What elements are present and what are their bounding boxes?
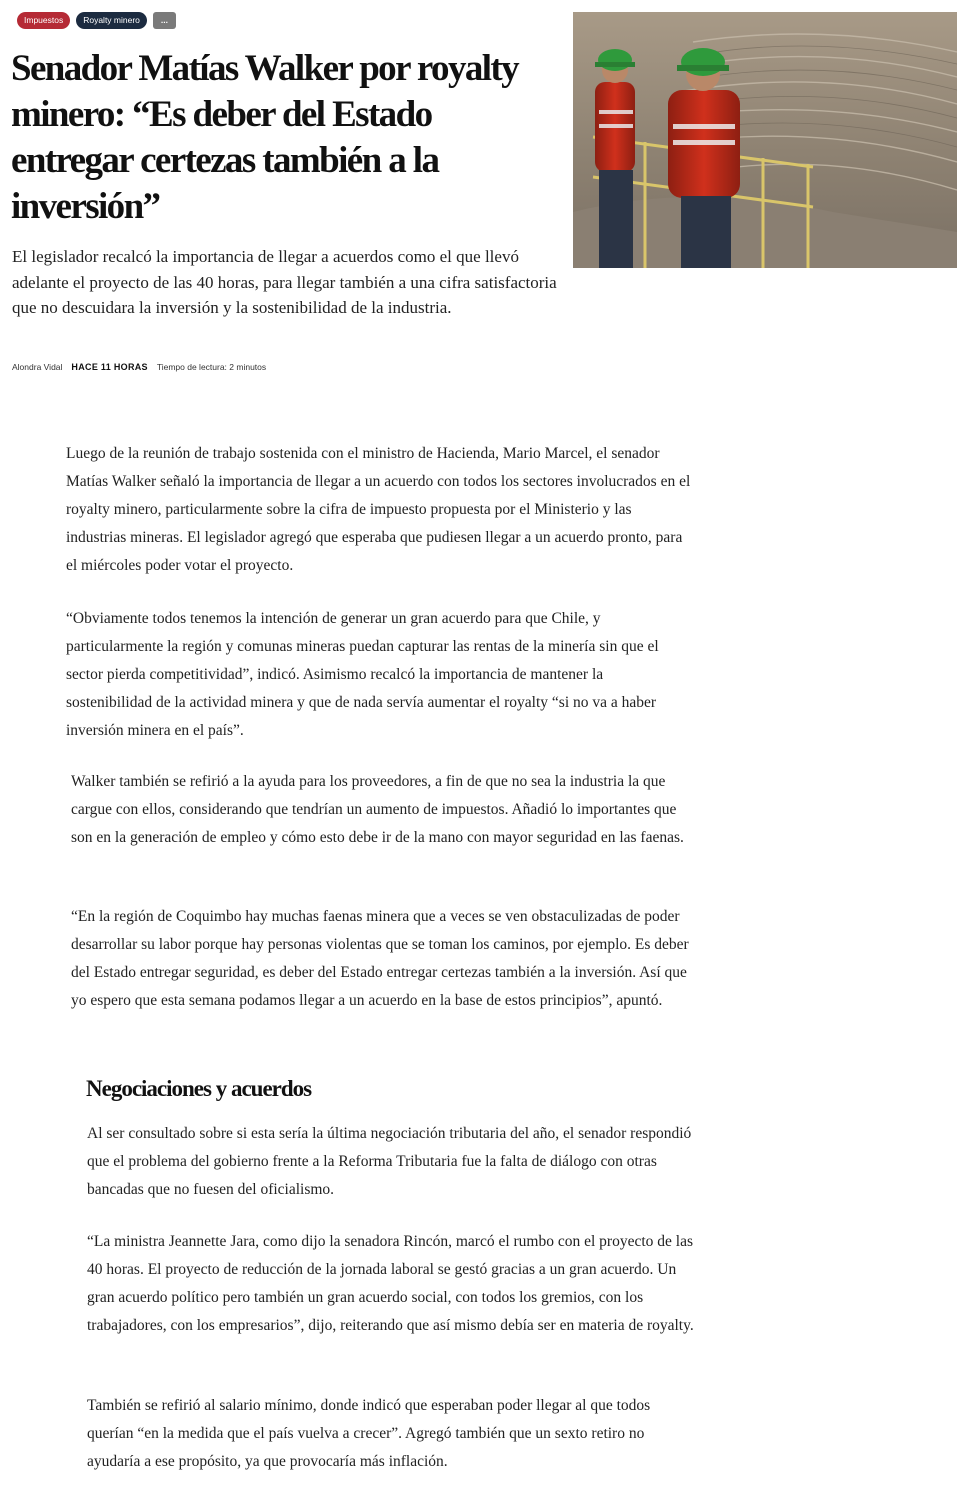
publish-time: HACE 11 HORAS bbox=[71, 362, 148, 372]
article-paragraph: Al ser consultado sobre si esta sería la última negociación tributaria del año, el senador respondió que el problema del gobierno frente a la Reforma Tributaria fue la falta de diálogo con otras bancadas que no fuesen del oficialismo. bbox=[87, 1125, 692, 1198]
hero-image bbox=[573, 12, 957, 268]
article-headline: Senador Matías Walker por royalty minero: “Es deber del Estado entregar certezas también a la inversión” bbox=[11, 48, 519, 227]
section-subheading: Negociaciones y acuerdos bbox=[86, 1076, 312, 1101]
reading-time: Tiempo de lectura: 2 minutos bbox=[156, 362, 267, 372]
tag-royalty-minero[interactable]: Royalty minero bbox=[76, 12, 147, 29]
article-paragraph: También se refirió al salario mínimo, donde indicó que esperaban poder llegar al que todos querían “en la medida que el país vuelva a crecer”. Agregó también que un sexto retiro no ayudaría a ese propósito, ya que provocaría más inflación. bbox=[87, 1397, 651, 1470]
article-paragraph: Walker también se refirió a la ayuda para los proveedores, a fin de que no sea la industria la que cargue con ellos, considerando que tendrían un aumento de impuestos. Añadió lo importantes que son en la generación de empleo y cómo esto debe ir de la mano con mayor seguridad en las faenas. bbox=[71, 773, 684, 846]
article-paragraph: “Obviamente todos tenemos la intención de generar un gran acuerdo para que Chile, y particularmente la región y comunas mineras puedan capturar las rentas de la minería sin que el sector pierda competitividad”, indicó. Asimismo recalcó la importancia de mantener la sostenibilidad de la actividad minera y que de nada servía aumentar el royalty “si no va a haber inversión minera en el país”. bbox=[66, 610, 659, 739]
tag-impuestos[interactable]: Impuestos bbox=[17, 12, 70, 29]
byline bbox=[12, 362, 266, 372]
author-name[interactable]: Alondra Vidal bbox=[12, 362, 63, 372]
article-paragraph: “En la región de Coquimbo hay muchas faenas minera que a veces se ven obstaculizadas de poder desarrollar su labor porque hay personas violentas que se toman los caminos, por ejemplo. Es deber del Estado entregar seguridad, es deber del Estado entregar certezas también a la inversión. Así que yo espero que esta semana podamos llegar a un acuerdo en la base de estos principios”, apuntó. bbox=[71, 908, 689, 1009]
article-lede: El legislador recalcó la importancia de llegar a acuerdos como el que llevó adelante el proyecto de las 40 horas, para llegar también a una cifra satisfactoria que no descuidara la inversión y la sostenibilidad de la industria. bbox=[12, 247, 557, 317]
article-paragraph: Luego de la reunión de trabajo sostenida con el ministro de Hacienda, Mario Marcel, el senador Matías Walker señaló la importancia de llegar a un acuerdo con todos los sectores involucrados en el royalty minero, particularmente sobre la cifra de impuesto propuesta por el Ministerio y las industrias mineras. El legislador agregó que esperaba que pudiesen llegar a un acuerdo pronto, para el miércoles poder votar el proyecto. bbox=[66, 445, 691, 574]
tag-list bbox=[17, 12, 176, 29]
article-paragraph: “La ministra Jeannette Jara, como dijo la senadora Rincón, marcó el rumbo con el proyecto de las 40 horas. El proyecto de reducción de la jornada laboral se gestó gracias a un gran acuerdo. Un gran acuerdo político pero también un gran acuerdo social, con todos los gremios, con los trabajadores, con los empresarios”, dijo, reiterando que así mismo debía ser en materia de royalty. bbox=[87, 1233, 694, 1334]
tag-more-button[interactable]: ... bbox=[153, 12, 176, 29]
